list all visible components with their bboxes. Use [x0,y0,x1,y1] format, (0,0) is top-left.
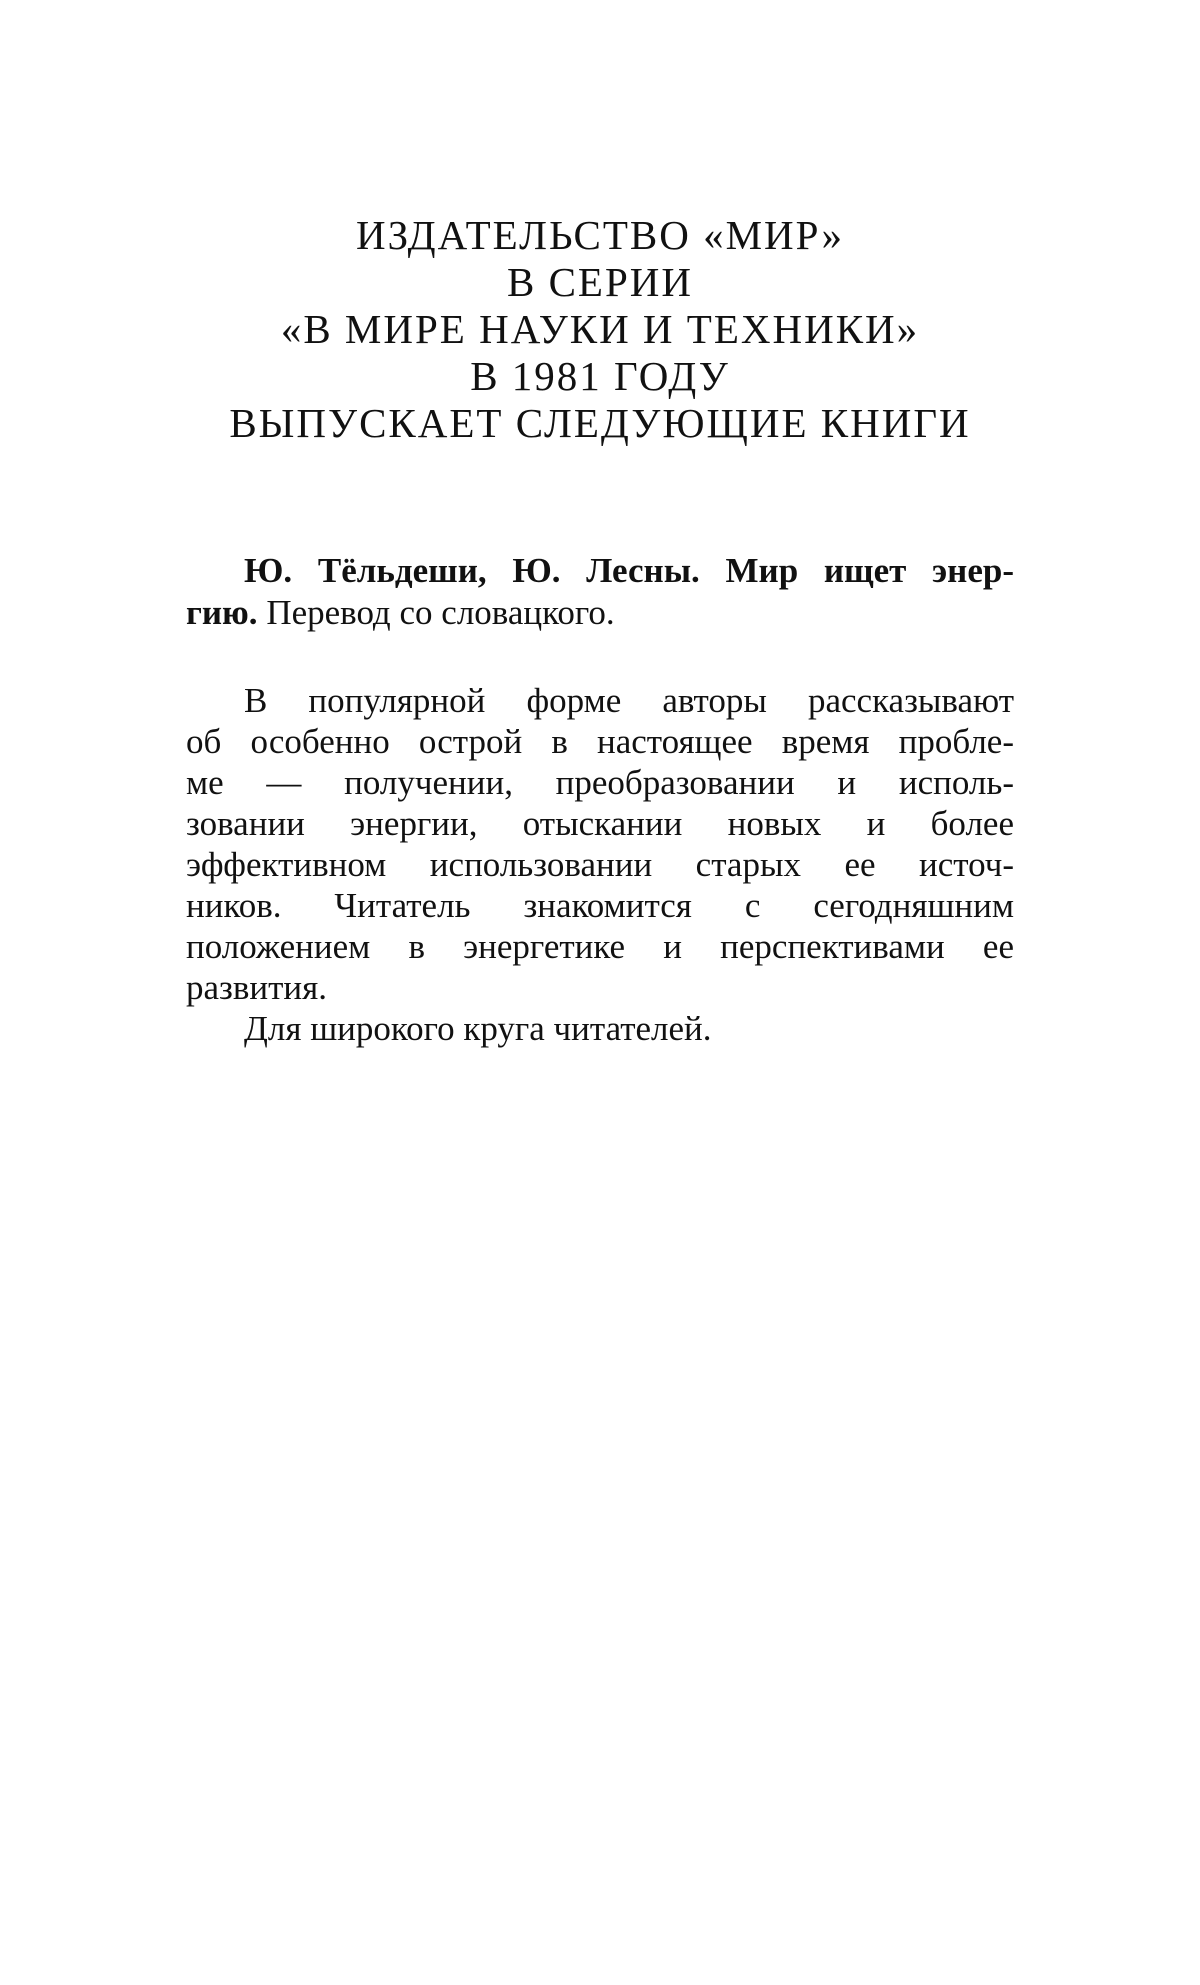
header-line-year: В 1981 ГОДУ [470,353,730,399]
description-line: эффективном использовании старых ее источ- [186,845,1014,884]
description-line: положением в энергетике и перспективами ее [186,927,1014,966]
description-line: зовании энергии, отыскании новых и более [186,804,1014,843]
description-line: об особенно острой в настоящее время пробле- [186,722,1014,761]
description-line: ников. Читатель знакомится с сегодняшним [186,886,1014,925]
description-line: развития. [186,968,327,1007]
publisher-announcement-header [160,212,1040,447]
description-line: В популярной форме авторы рассказывают [244,681,1014,720]
header-line-announcement: ВЫПУСКАЕТ СЛЕДУЮЩИЕ КНИГИ [229,400,971,446]
description-line: ме — получении, преобразовании и исполь- [186,763,1014,802]
book-title-line-1: Ю. Тёльдеши, Ю. Лесны. Мир ищет энер- [244,551,1014,590]
book-description [186,680,1014,1049]
book-translation-note: Перевод со словацкого. [266,593,615,632]
audience-note: Для широкого круга читателей. [244,1009,712,1048]
book-entry-title [186,550,1014,634]
header-line-publisher: ИЗДАТЕЛЬСТВО «МИР» [356,212,844,258]
header-line-series-name: «В МИРЕ НАУКИ И ТЕХНИКИ» [280,306,920,352]
header-line-series-label: В СЕРИИ [506,259,693,305]
book-title-line-2: гию. [186,593,258,632]
